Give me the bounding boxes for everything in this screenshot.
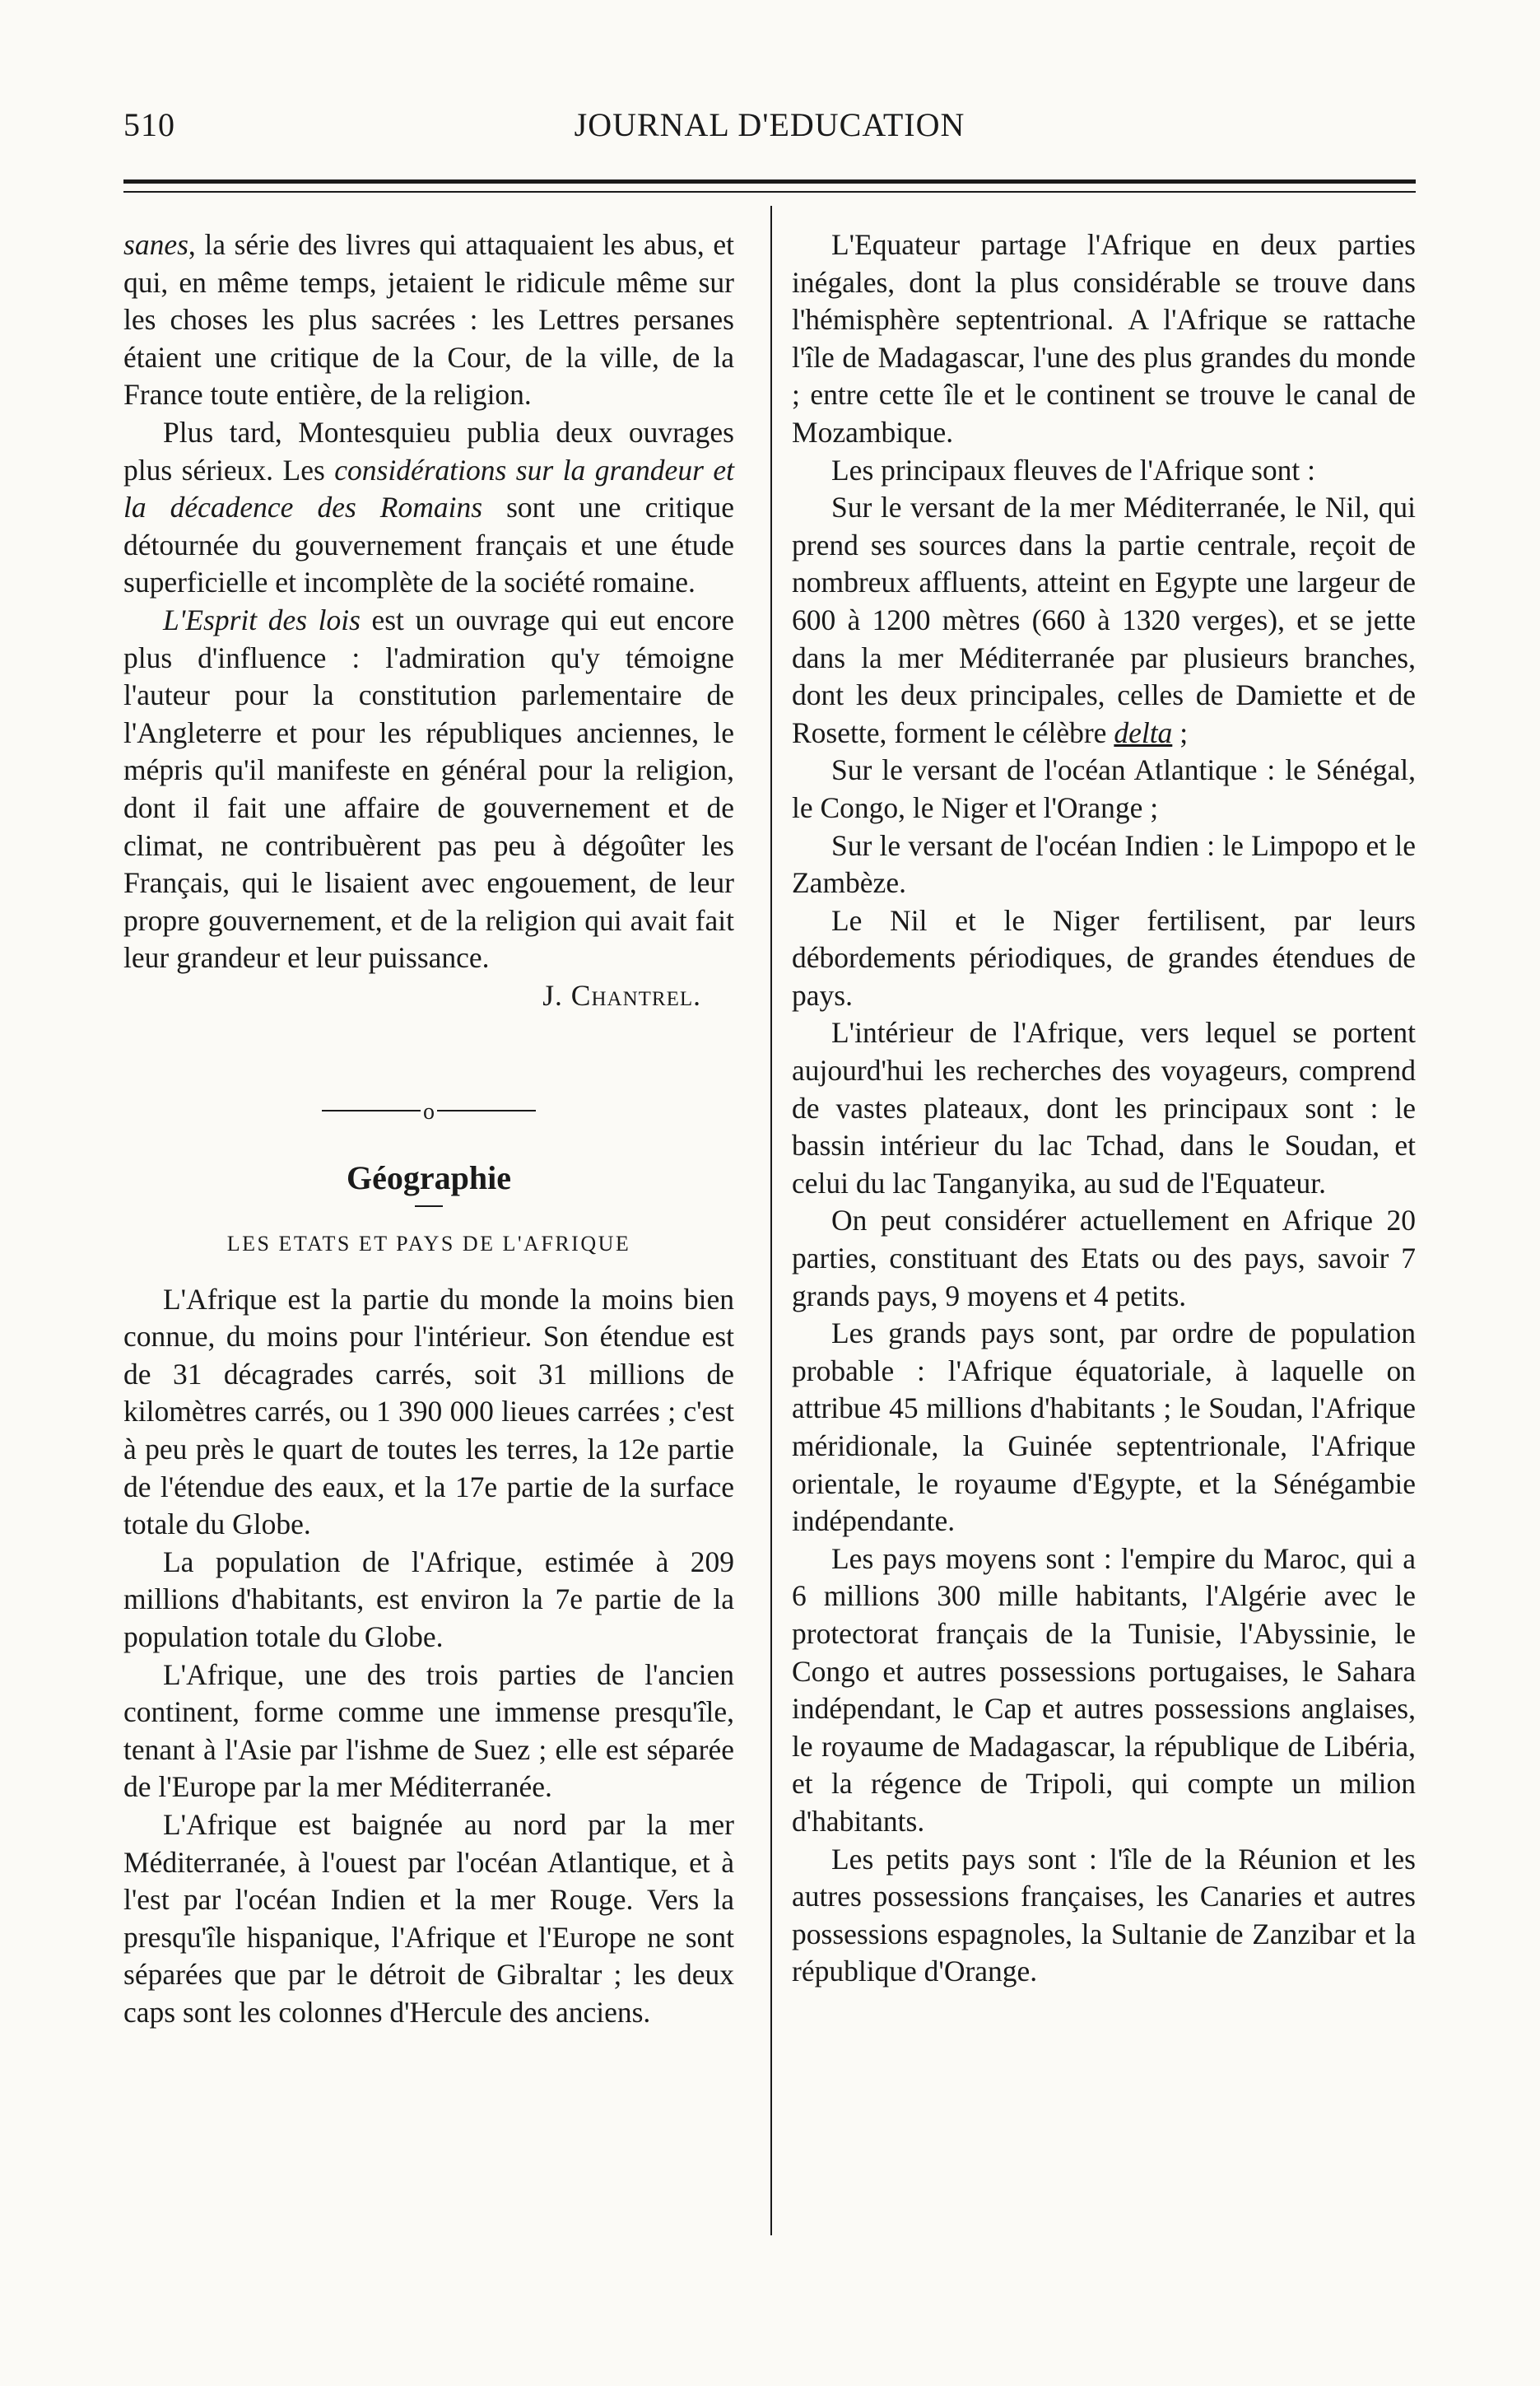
paragraph: Le Nil et le Niger fertilisent, par leurs débordements périodiques, de grandes étendues de pays.	[792, 903, 1416, 1012]
header-rule-thick	[123, 179, 1416, 184]
paragraph: L'Equateur partage l'Afrique en deux parties inégales, dont la plus considérable se trouve dans l'hémisphère septentrional. A l'Afrique se rattache l'île de Madagascar, l'une des plus grandes du monde ; entre cette île et le continent se trouve le canal de Mozambique.	[792, 228, 1416, 449]
author-signature: J. Chantrel.	[542, 978, 701, 1012]
paragraph: Les grands pays sont, par ordre de population probable : l'Afrique équatoriale, à laquelle on attribue 45 millions d'habitants ; le Soudan, l'Afrique méridionale, la Guinée septentrionale, l'Afrique orientale, le royaume d'Egypte, et la Sénégambie indépendante.	[792, 1316, 1416, 1538]
paragraph-text: est un ouvrage qui eut encore plus d'influence : l'admiration qu'y témoigne l'auteur pour la constitution parlementaire de l'Angleterre et pour les républiques anciennes, le mépris qu'il manifeste en général pour la religion, dont il fait une affaire de gouvernement et de climat, ne contribuèrent pas peu à dégoûter les Français, qui le lisaient avec engouement, de leur propre gouvernement, et de la religion qui avait fait leur grandeur et leur puissance.	[123, 603, 734, 975]
paragraph: L'Afrique est baignée au nord par la mer Méditerranée, à l'ouest par l'océan Atlantique, et à l'est par l'océan Indien et la mer Rouge. Vers la presqu'île hispanique, l'Afrique et l'Europe ne sont séparées que par le détroit de Gibraltar ; les deux caps sont les colonnes d'Hercule des anciens.	[123, 1807, 734, 2029]
journal-title: JOURNAL D'EDUCATION	[574, 106, 965, 143]
paragraph: Sur le versant de l'océan Indien : le Limpopo et le Zambèze.	[792, 828, 1416, 900]
paragraph: L'Afrique, une des trois parties de l'ancien continent, forme comme une immense presqu'île, tenant à l'Asie par l'ishme de Suez ; elle est séparée de l'Europe par la mer Méditerranée.	[123, 1657, 734, 1804]
paragraph	[792, 489, 1416, 752]
paragraph: Les pays moyens sont : l'empire du Maroc, qui a 6 millions 300 mille habitants, l'Algérie avec le protectorat français de la Tunisie, l'Abyssinie, le Congo et autres possessions portugaises, le Sahara indépendant, le Cap et autres possessions anglaises, le royaume de Madagascar, la république de Libéria, et la régence de Tripoli, qui compte un milion d'habitants.	[792, 1541, 1416, 1838]
paragraph-text: ;	[1172, 715, 1189, 749]
paragraph: Sur le versant de l'océan Atlantique : le Sénégal, le Congo, le Niger et l'Orange ;	[792, 753, 1416, 824]
left-column	[123, 226, 734, 2032]
separator-line	[437, 1110, 536, 1111]
subsection-title: LES ETATS ET PAYS DE L'AFRIQUE	[226, 1232, 631, 1256]
italic-title: L'Esprit des lois	[163, 603, 361, 636]
italic-term: delta	[1114, 715, 1173, 749]
paragraph: Les principaux fleuves de l'Afrique sont :	[831, 453, 1316, 487]
paragraph	[123, 414, 734, 602]
paragraph: On peut considérer actuellement en Afrique 20 parties, constituant des Etats ou des pays, savoir 7 grands pays, 9 moyens et 4 petits.	[792, 1204, 1416, 1312]
paragraph	[123, 226, 734, 414]
right-column	[792, 226, 1416, 1991]
separator-mark: o	[423, 1099, 435, 1125]
paragraph: L'Afrique est la partie du monde la moins bien connue, du moins pour l'intérieur. Son étendue est de 31 décagrades carrés, soit 31 millions de kilomètres carrés, ou 1 390 000 lieues carrées ; c'est à peu près le quart de toutes les terres, la 12e partie de l'étendue des eaux, et la 17e partie de la surface totale du Globe.	[123, 1282, 734, 1541]
paragraph-text: Plus tard, Montesquieu publia deux ouvrages plus sérieux. Les	[123, 415, 734, 487]
italic-text: sanes	[123, 228, 188, 261]
section-rule	[415, 1205, 443, 1207]
section-separator	[305, 1093, 552, 1126]
paragraph-text: , la série des livres qui attaquaient les abus, et qui, en même temps, jetaient le ridicule même sur les choses les plus sacrées : les Lettres persanes étaient une critique de la Cour, de la ville, de la France toute entière, de la religion.	[123, 228, 734, 412]
header-rule-thin	[123, 191, 1416, 193]
section-title: Géographie	[347, 1159, 511, 1197]
paragraph: La population de l'Afrique, estimée à 209 millions d'habitants, est environ la 7e partie de la population totale du Globe.	[123, 1545, 734, 1653]
page-header	[123, 105, 1416, 155]
paragraph	[123, 602, 734, 977]
paragraph-text: Sur le versant de la mer Méditerranée, le Nil, qui prend ses sources dans la partie centrale, reçoit de nombreux affluents, atteint en Egypte une largeur de 600 à 1200 mètres (660 à 1320 verges), et se jette dans la mer Méditerranée par plusieurs branches, dont les deux principales, celles de Damiette et de Rosette, forment le célèbre	[792, 491, 1416, 749]
paragraph-text: sont une critique détournée du gouvernement français et une étude superficielle et incomplète de la société romaine.	[123, 491, 735, 599]
paragraph: Les petits pays sont : l'île de la Réunion et les autres possessions françaises, les Canaries et autres possessions espagnoles, la Sultanie de Zanzibar et la république d'Orange.	[792, 1842, 1416, 1988]
page-number: 510	[123, 106, 175, 143]
paragraph: L'intérieur de l'Afrique, vers lequel se portent aujourd'hui les recherches des voyageurs, comprend de vastes plateaux, dont les principaux sont : le bassin intérieur du lac Tchad, dans le Soudan, et celui du lac Tanganyika, au sud de l'Equateur.	[792, 1016, 1416, 1200]
column-divider	[770, 206, 772, 2235]
italic-title: considérations sur la grandeur et la décadence des Romains	[123, 453, 734, 524]
separator-line	[322, 1110, 421, 1111]
